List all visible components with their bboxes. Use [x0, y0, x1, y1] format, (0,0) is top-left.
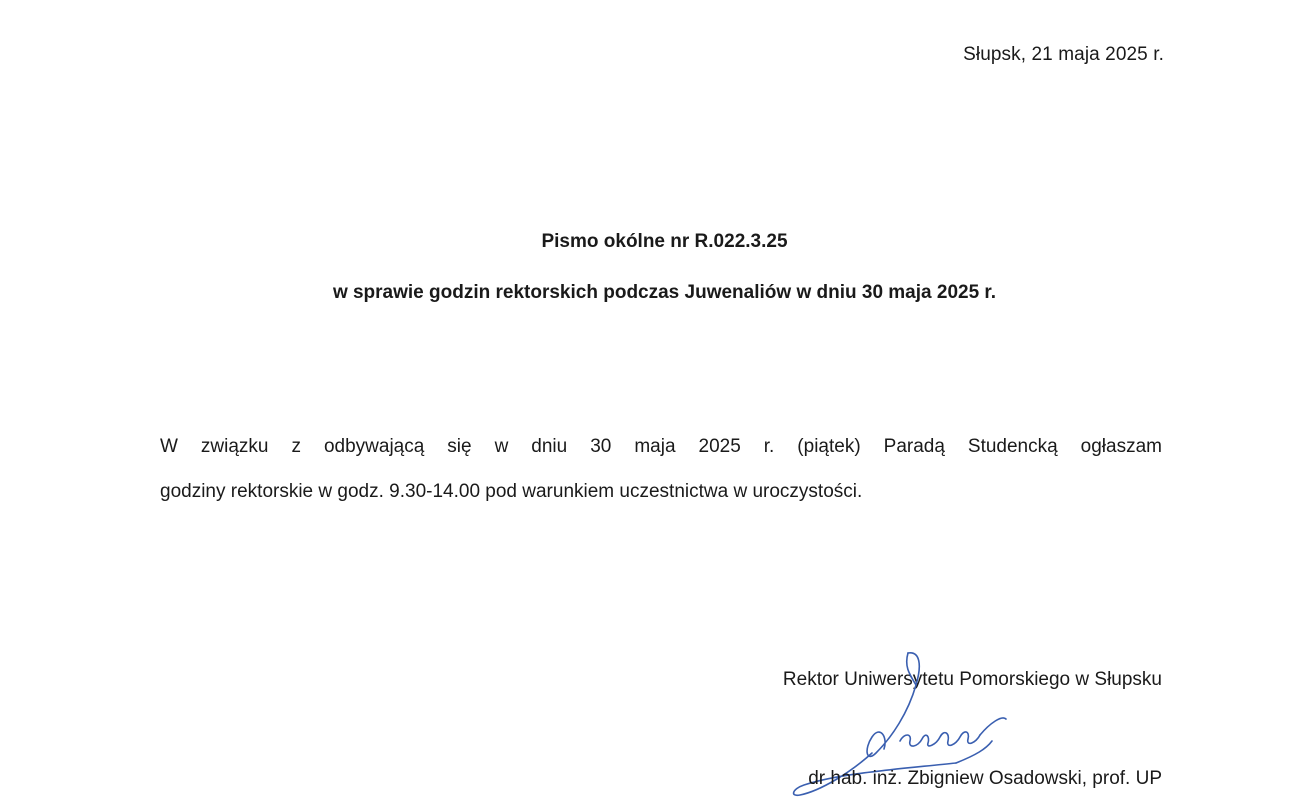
document-subject: w sprawie godzin rektorskich podczas Juwenaliów w dniu 30 maja 2025 r.	[332, 282, 997, 303]
document-body	[160, 424, 1162, 514]
signatory-name: dr hab. inż. Zbigniew Osadowski, prof. UP	[808, 768, 1162, 789]
body-paragraph-line: godziny rektorskie w godz. 9.30-14.00 pod warunkiem uczestnictwa w uroczystości.	[160, 481, 863, 502]
document-title: Pismo okólne nr R.022.3.25	[541, 231, 788, 252]
body-paragraph-line: W związku z odbywającą się w dniu 30 maja 2025 r. (piątek) Paradą Studencką ogłaszam	[160, 436, 1162, 457]
signatory-title: Rektor Uniwersytetu Pomorskiego w Słupsku	[782, 669, 1162, 690]
place-and-date: Słupsk, 21 maja 2025 r.	[963, 44, 1164, 65]
